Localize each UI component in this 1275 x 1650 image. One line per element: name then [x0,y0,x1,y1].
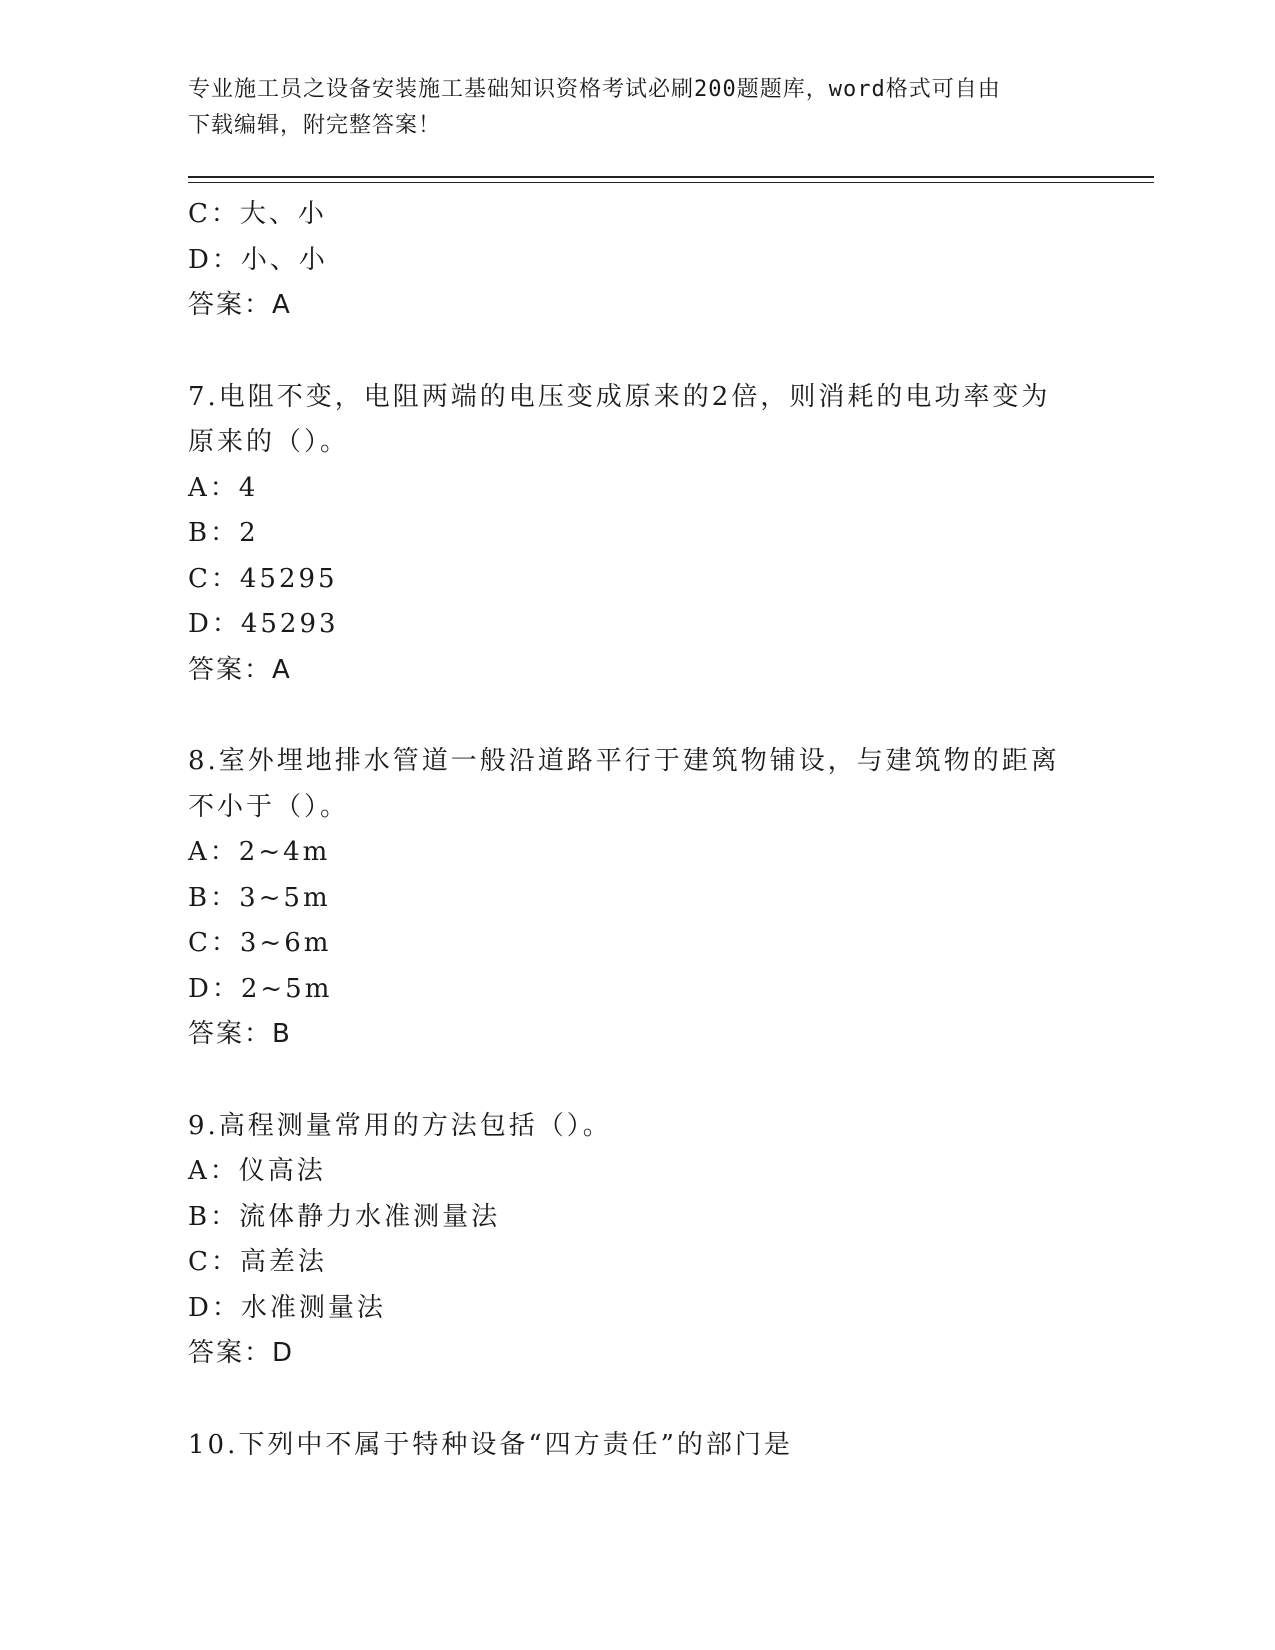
question-7-block [188,375,1088,694]
answer-label: 答案：A [188,654,292,685]
question-content [188,192,1088,1468]
answer-label: 答案：A [188,290,292,320]
question-10-text-line-1: 10.下列中不属于特种设备“四方责任”的部门是 [188,1429,793,1460]
option-d: D：2~5m [188,973,333,1004]
option-d: D：水准测量法 [188,1292,386,1323]
option-a: A：4 [188,472,259,503]
question-7-text-line-2: 原来的（）。 [188,427,350,457]
question-7-text-line-1: 7.电阻不变，电阻两端的电压变成原来的2倍，则消耗的电功率变为 [188,381,1051,412]
question-9-text-line-1: 9.高程测量常用的方法包括（）。 [188,1110,612,1141]
header-line-2: 下载编辑，附完整答案！ [188,113,442,138]
question-6-block [188,192,1088,329]
header-divider-thin [188,182,1154,183]
spacer [188,1058,1088,1104]
option-b: B：3~5m [188,882,331,913]
document-header [188,72,1068,144]
answer-label: 答案：D [188,1338,295,1368]
option-d: D：45293 [188,609,339,639]
option-c: C：45295 [188,563,338,594]
option-c: C：3~6m [188,928,332,958]
option-c: C：高差法 [188,1247,327,1277]
question-10-block [188,1423,1088,1469]
option-b: B：流体静力水准测量法 [188,1201,501,1232]
answer-label: 答案：B [188,1019,292,1049]
header-divider-thick [188,176,1154,178]
question-8-block [188,739,1088,1058]
spacer [188,693,1088,739]
question-8-text-line-2: 不小于（）。 [188,791,350,822]
question-8-text-line-1: 8.室外埋地排水管道一般沿道路平行于建筑物铺设，与建筑物的距离 [188,746,1060,776]
spacer [188,1377,1088,1423]
question-9-block [188,1104,1088,1377]
option-c: C：大、小 [188,199,327,229]
option-a: A：2~4m [188,837,331,867]
option-b: B：2 [188,518,259,548]
option-d: D：小、小 [188,244,328,275]
header-line-1: 专业施工员之设备安装施工基础知识资格考试必刷200题题库，word格式可自由 [188,77,1001,102]
option-a: A：仪高法 [188,1156,326,1186]
spacer [188,329,1088,375]
